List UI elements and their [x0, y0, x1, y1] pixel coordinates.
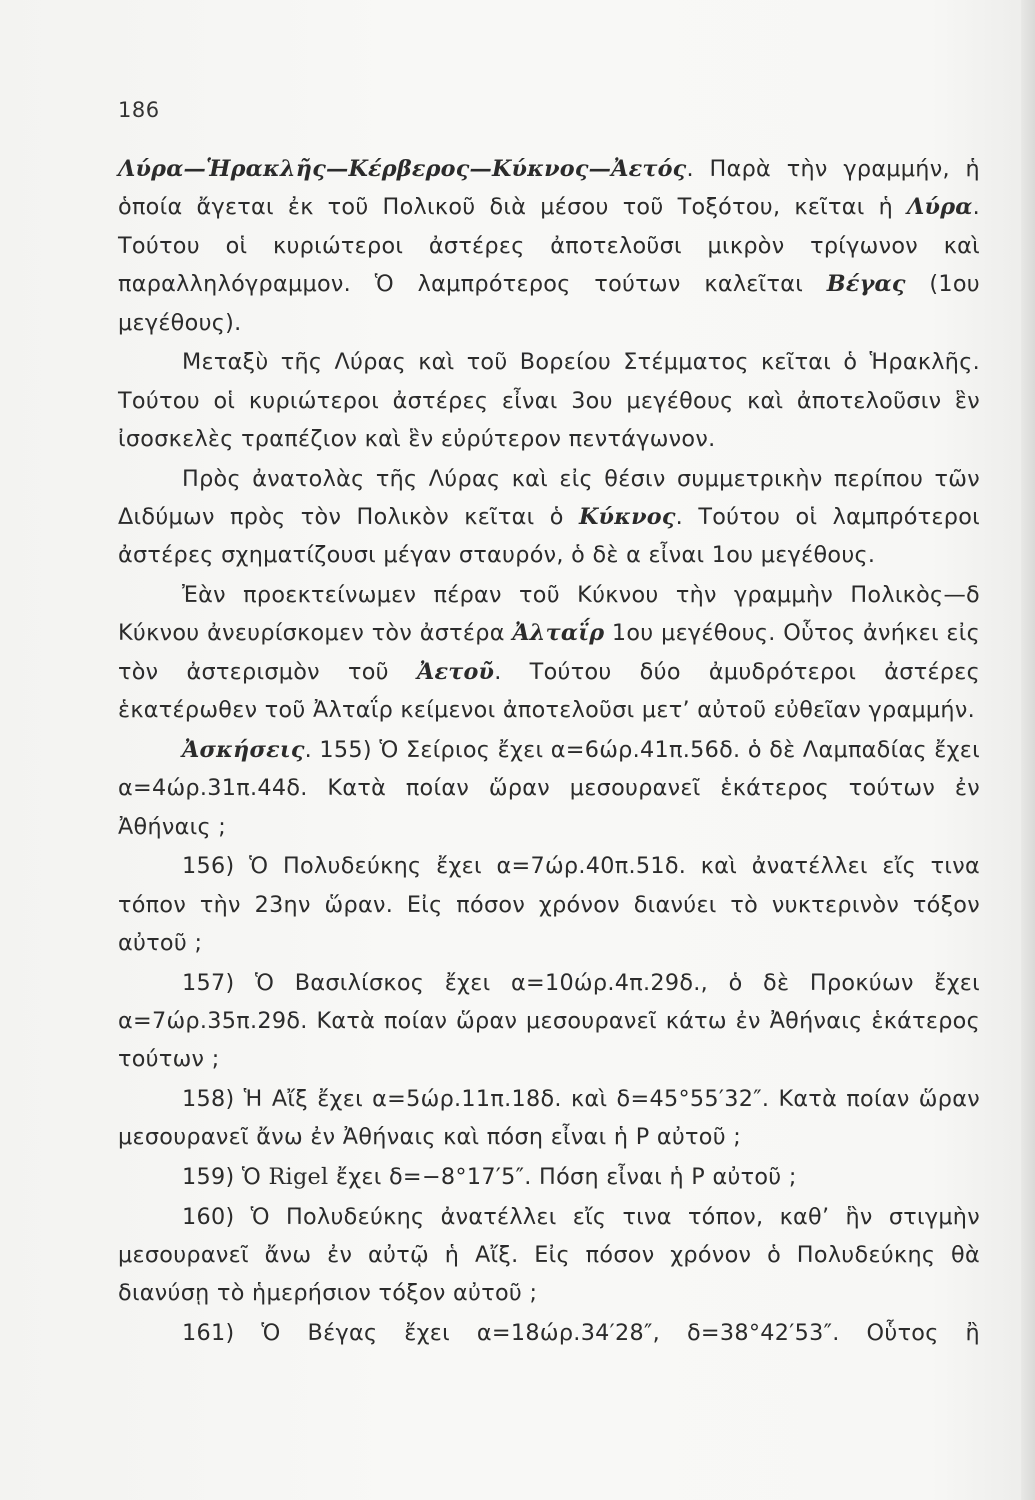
paragraph — [118, 1198, 980, 1313]
page-edge — [1021, 0, 1035, 1500]
text-run: 157) Ὁ Βασιλίσκος ἔχει α=10ώρ.4π.29δ., ὁ δὲ Προκύων ἔχει α=7ώρ.35π.29δ. Κατὰ ποίαν ὥραν μεσουρανεῖ κάτω ἐν Ἀθήναις ἑκάτερος τούτων ; — [118, 969, 980, 1073]
text-run: 156) Ὁ Πολυδεύκης ἔχει α=7ώρ.40π.51δ. καὶ ἀνατέλλει εἴς τινα τόπον τὴν 23ην ὥραν. Εἰς πόσον χρόνον διανύει τὸ νυκτερινὸν τόξον αὐτοῦ ; — [118, 853, 980, 957]
text-run: Ἐὰν προεκτείνωμεν πέραν τοῦ Κύκνου τὴν γραμμὴν Πολικὸς—δ Κύκνου ἀνευρίσκομεν τὸν ἀστέρα — [118, 582, 980, 647]
paragraph — [118, 1158, 980, 1196]
text-run: . Τούτου οἱ λαμπρότεροι ἀστέρες σχηματίζουσι μέγαν σταυρόν, ὁ δὲ α εἶναι 1ου μεγέθους. — [118, 504, 980, 569]
text-run: ἔχει δ=−8°17′5″. Πόση εἶναι ἡ P αὐτοῦ ; — [328, 1164, 797, 1191]
emphasized-term: Λύρα — [907, 194, 973, 221]
emphasized-term: Ἀλταΐρ — [512, 620, 605, 647]
emphasized-term: Ἀσκήσεις — [182, 736, 305, 763]
emphasized-term: Βέγας — [826, 271, 906, 298]
text-run: Πρὸς ἀνατολὰς τῆς Λύρας καὶ εἰς θέσιν συμμετρικὴν περίπου τῶν Διδύμων πρὸς τὸν Πολικὸν κεῖται ὁ — [118, 465, 980, 531]
paragraph — [118, 343, 980, 458]
text-run: 158) Ἡ Αἴξ ἔχει α=5ώρ.11π.18δ. καὶ δ=45°55′32″. Κατὰ ποίαν ὥραν μεσουρανεῖ ἄνω ἐν Ἀθήναις καὶ πόση εἶναι ἡ P αὐτοῦ ; — [118, 1086, 980, 1151]
text-run: . Τούτου οἱ κυριώτεροι ἀστέρες ἀποτελοῦσι μικρὸν τρίγωνον καὶ παραλληλόγραμμον. Ὁ λαμπρότερος τούτων καλεῖται — [118, 194, 980, 298]
paragraph — [118, 731, 980, 846]
body-text — [118, 150, 980, 1352]
emphasized-term: Ἀετοῦ — [416, 658, 495, 685]
paragraph — [118, 576, 980, 730]
paragraph — [118, 847, 980, 962]
text-run: . Παρὰ τὴν γραμμήν, ἡ ὁποία ἄγεται ἐκ τοῦ Πολικοῦ διὰ μέσου τοῦ Τοξότου, κεῖται ἡ — [118, 156, 980, 221]
page-number: 186 — [118, 98, 160, 122]
text-run: 159) Ὁ — [182, 1164, 269, 1191]
text-run: . Τούτου δύο ἀμυδρότεροι ἀστέρες ἑκατέρωθεν τοῦ Ἀλταΐρ κείμενοι ἀποτελοῦσι μετ’ αὐτοῦ εὐθεῖαν γραμμήν. — [118, 658, 980, 724]
paragraph — [118, 460, 980, 575]
emphasized-term: Λύρα—Ἡρακλῆς—Κέρβερος—Κύκνος—Ἀετός — [118, 156, 687, 182]
text-run: (1ου μεγέθους). — [118, 271, 980, 336]
paragraph — [118, 1080, 980, 1157]
text-run: 161) Ὁ Βέγας ἔχει α=18ώρ.34′28″, δ=38°42′53″. Οὗτος ἢ — [182, 1320, 980, 1347]
text-run: 160) Ὁ Πολυδεύκης ἀνατέλλει εἴς τινα τόπον, καθ’ ἣν στιγμὴν μεσουρανεῖ ἄνω ἐν αὐτῷ ἡ Αἴξ. Εἰς πόσον χρόνον ὁ Πολυδεύκης θὰ διανύσῃ τὸ ἡμερήσιον τόξον αὐτοῦ ; — [118, 1203, 980, 1307]
paragraph — [118, 1314, 980, 1352]
paragraph — [118, 150, 980, 342]
paragraph — [118, 964, 980, 1079]
text-run: . 155) Ὁ Σείριος ἔχει α=6ώρ.41π.56δ. ὁ δὲ Λαμπαδίας ἔχει α=4ώρ.31π.44δ. Κατὰ ποίαν ὥραν μεσουρανεῖ ἑκάτερος τούτων ἐν Ἀθήναις ; — [118, 736, 980, 840]
text-run: Μεταξὺ τῆς Λύρας καὶ τοῦ Βορείου Στέμματος κεῖται ὁ Ἡρακλῆς. Τούτου οἱ κυριώτεροι ἀστέρες εἶναι 3ου μεγέθους καὶ ἀποτελοῦσιν ἓν ἰσοσκελὲς τραπέζιον καὶ ἓν εὐρύτερον πεντάγωνον. — [118, 349, 980, 453]
emphasized-term: Κύκνος — [578, 504, 676, 531]
text-run: 1ου μεγέθους. Οὗτος ἀνήκει εἰς τὸν ἀστερισμὸν τοῦ — [118, 620, 980, 685]
text-run: Rigel — [268, 1164, 329, 1191]
